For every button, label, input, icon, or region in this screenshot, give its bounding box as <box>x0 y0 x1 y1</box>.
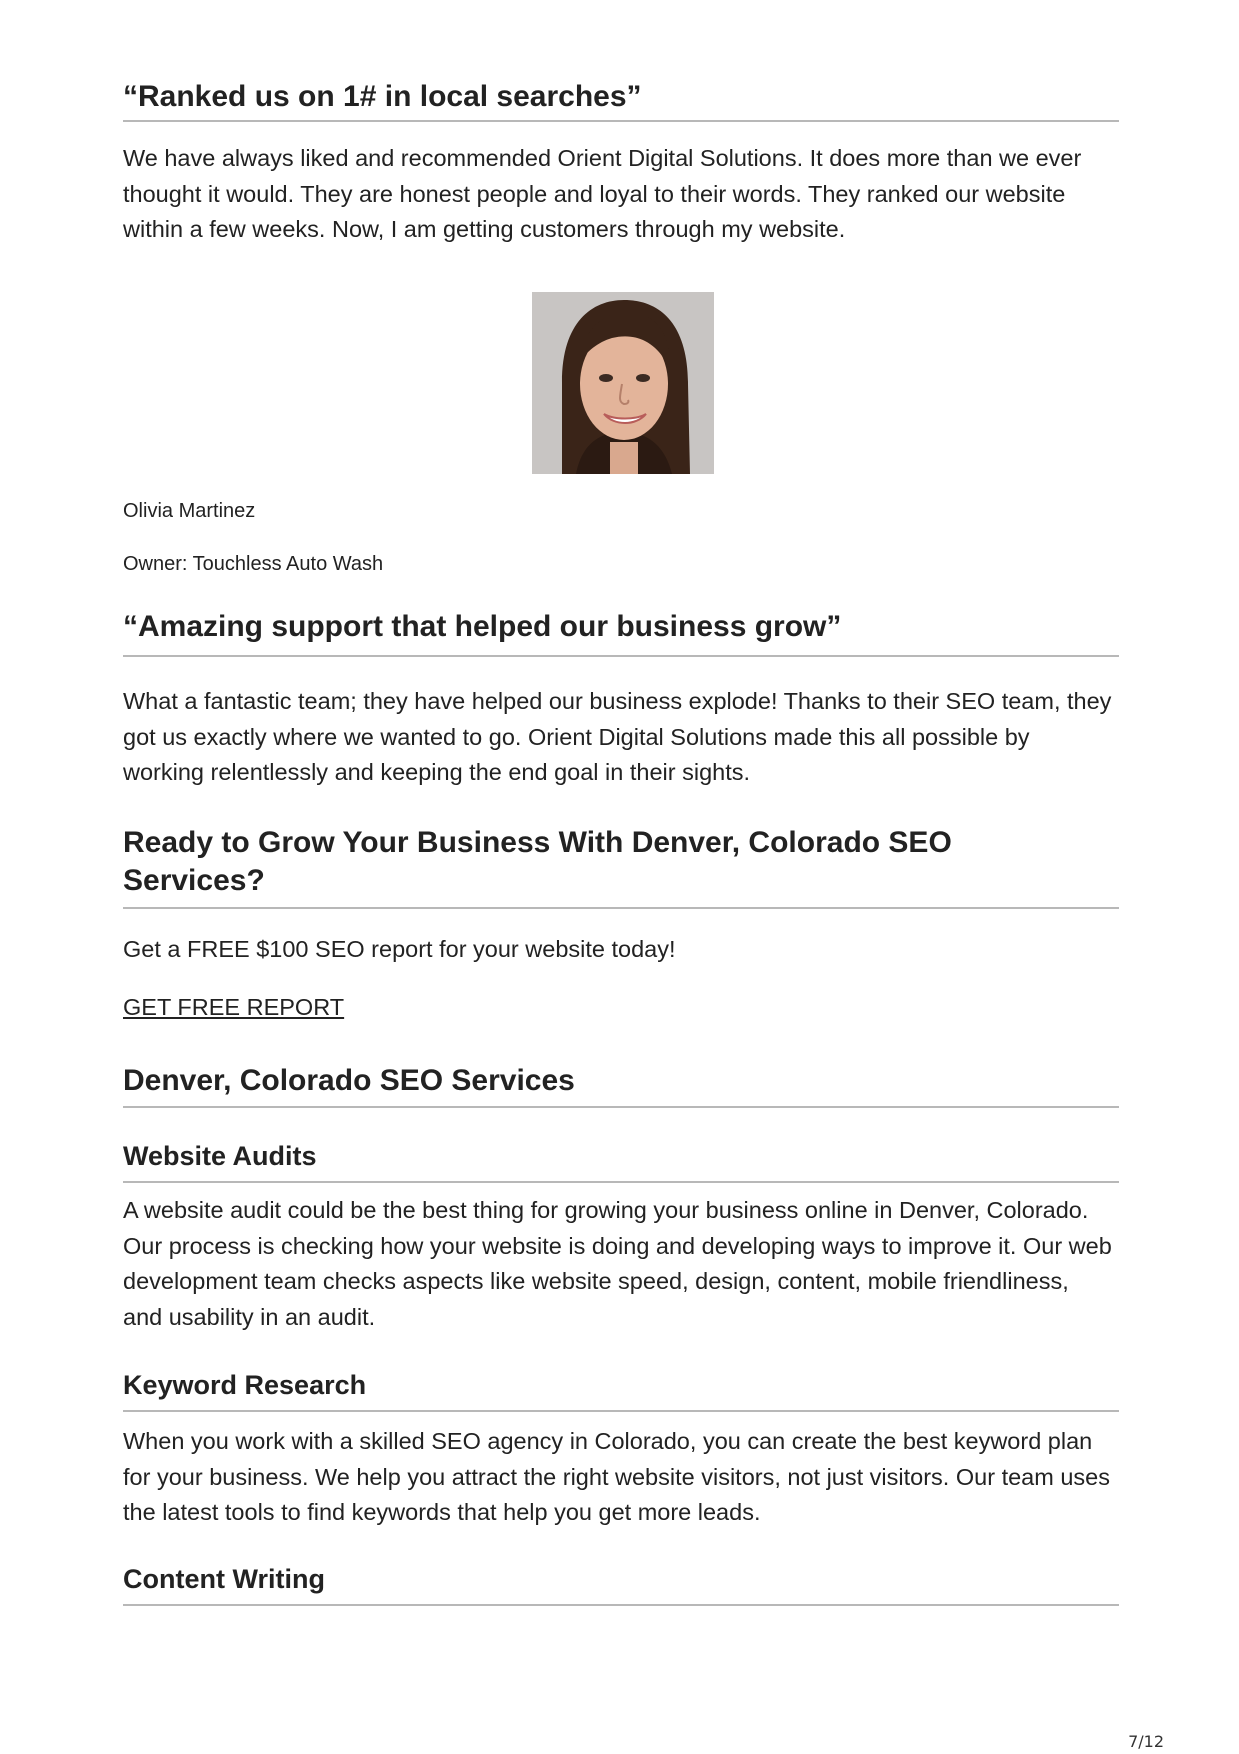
cta-title: Ready to Grow Your Business With Denver, Colorado SEO Services? <box>123 826 952 897</box>
website-audits-body: A website audit could be the best thing for growing your business online in Denver, Colorado. Our process is checking how your website is doing and developing ways to improve it. Our web development team checks aspects like website speed, design, content, mobile friendliness, and usability in an audit. <box>123 1197 1112 1330</box>
keyword-research-body: When you work with a skilled SEO agency in Colorado, you can create the best keyword plan for your business. We help you attract the right website visitors, not just visitors. Our team uses the latest tools to find keywords that help you get more leads. <box>123 1428 1110 1525</box>
testimonial-2-body: What a fantastic team; they have helped our business explode! Thanks to their SEO team, they got us exactly where we wanted to go. Orient Digital Solutions made this all possible by working relentlessly and keeping the end goal in their sights. <box>123 688 1112 785</box>
testimonial-1-body: We have always liked and recommended Orient Digital Solutions. It does more than we ever thought it would. They are honest people and loyal to their words. They ranked our website within a few weeks. Now, I am getting customers through my website. <box>123 145 1082 242</box>
divider <box>123 655 1119 657</box>
divider <box>123 120 1119 122</box>
page-number: 7/12 <box>1128 1732 1164 1751</box>
testimonial-photo <box>532 292 714 474</box>
keyword-research-heading: Keyword Research <box>123 1370 367 1400</box>
testimonial-person-name: Olivia Martinez <box>123 500 256 522</box>
testimonial-1-title: “Ranked us on 1# in local searches” <box>123 80 642 113</box>
divider <box>123 907 1119 909</box>
divider <box>123 1410 1119 1412</box>
testimonial-person-role: Owner: Touchless Auto Wash <box>123 553 384 575</box>
website-audits-heading: Website Audits <box>123 1141 317 1171</box>
get-free-report-link[interactable]: GET FREE REPORT <box>123 994 345 1020</box>
divider <box>123 1181 1119 1183</box>
testimonial-2-title: “Amazing support that helped our business grow” <box>123 610 842 643</box>
services-title: Denver, Colorado SEO Services <box>123 1064 575 1097</box>
person-portrait-image <box>532 292 714 474</box>
divider <box>123 1604 1119 1606</box>
divider <box>123 1106 1119 1108</box>
content-writing-heading: Content Writing <box>123 1564 325 1594</box>
cta-body: Get a FREE $100 SEO report for your website today! <box>123 936 676 962</box>
